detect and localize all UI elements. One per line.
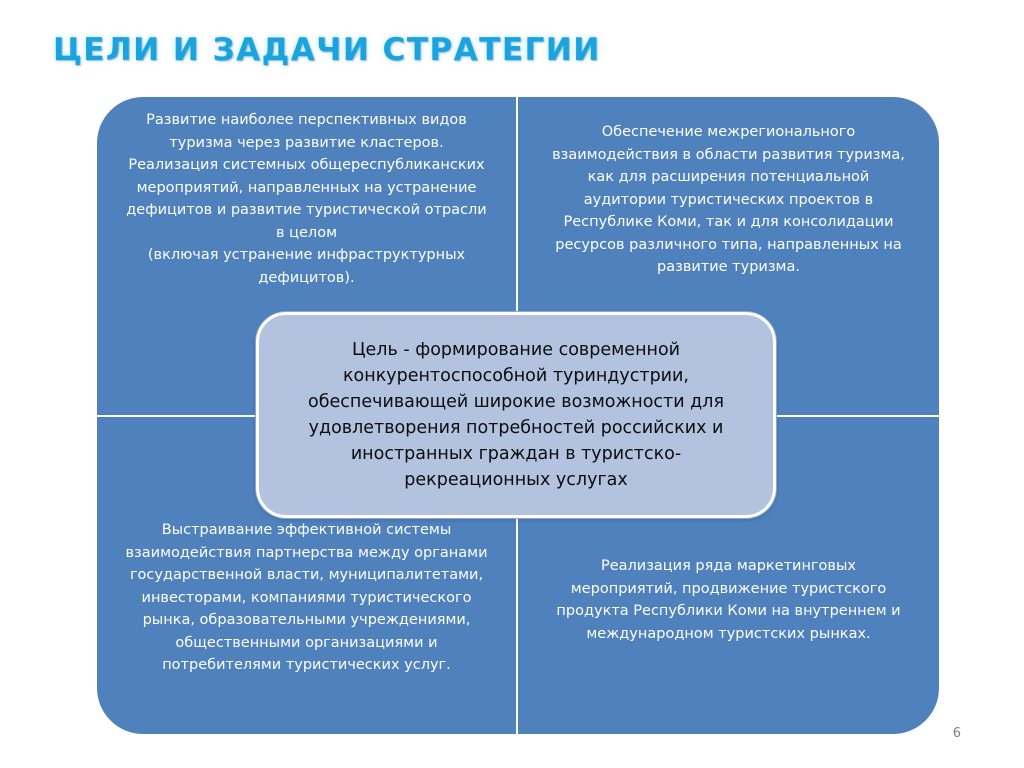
task-quadrant-bottom-left: Выстраивание эффективной системы взаимодействия партнерства между органами государственной власти, муниципалитетами, инвесторами, компаниями туристического рынка, образовательными учреждениями, общественными организациями и потребителями туристических услуг. — [97, 417, 516, 734]
slide-title: ЦЕЛИ И ЗАДАЧИ СТРАТЕГИИ — [53, 32, 601, 68]
task-quadrant-bottom-right: Реализация ряда маркетинговых мероприятий, продвижение туристского продукта Республики Коми на внутреннем и международном туристских рынках. — [518, 417, 939, 734]
task-quadrant-top-left: Развитие наиболее перспективных видов туризма через развитие кластеров. Реализация системных общереспубликанских мероприятий, направленных на устранение дефицитов и развитие туристической отрасли в целом (включая устранение инфраструктурных дефицитов). — [97, 97, 516, 415]
task-quadrant-top-right: Обеспечение межрегионального взаимодействия в области развития туризма, как для расширения потенциальной аудитории туристических проектов в Республике Коми, так и для консолидации ресурсов различного типа, направленных на развитие туризма. — [518, 97, 939, 415]
page-number: 6 — [952, 726, 961, 741]
goal-text: Цель - формирование современной конкурентоспособной туриндустрии, обеспечивающей широкие возможности для удовлетворения потребностей российских и иностранных граждан в туристско- рекреационных услугах — [308, 340, 724, 490]
goal-box — [256, 312, 776, 518]
